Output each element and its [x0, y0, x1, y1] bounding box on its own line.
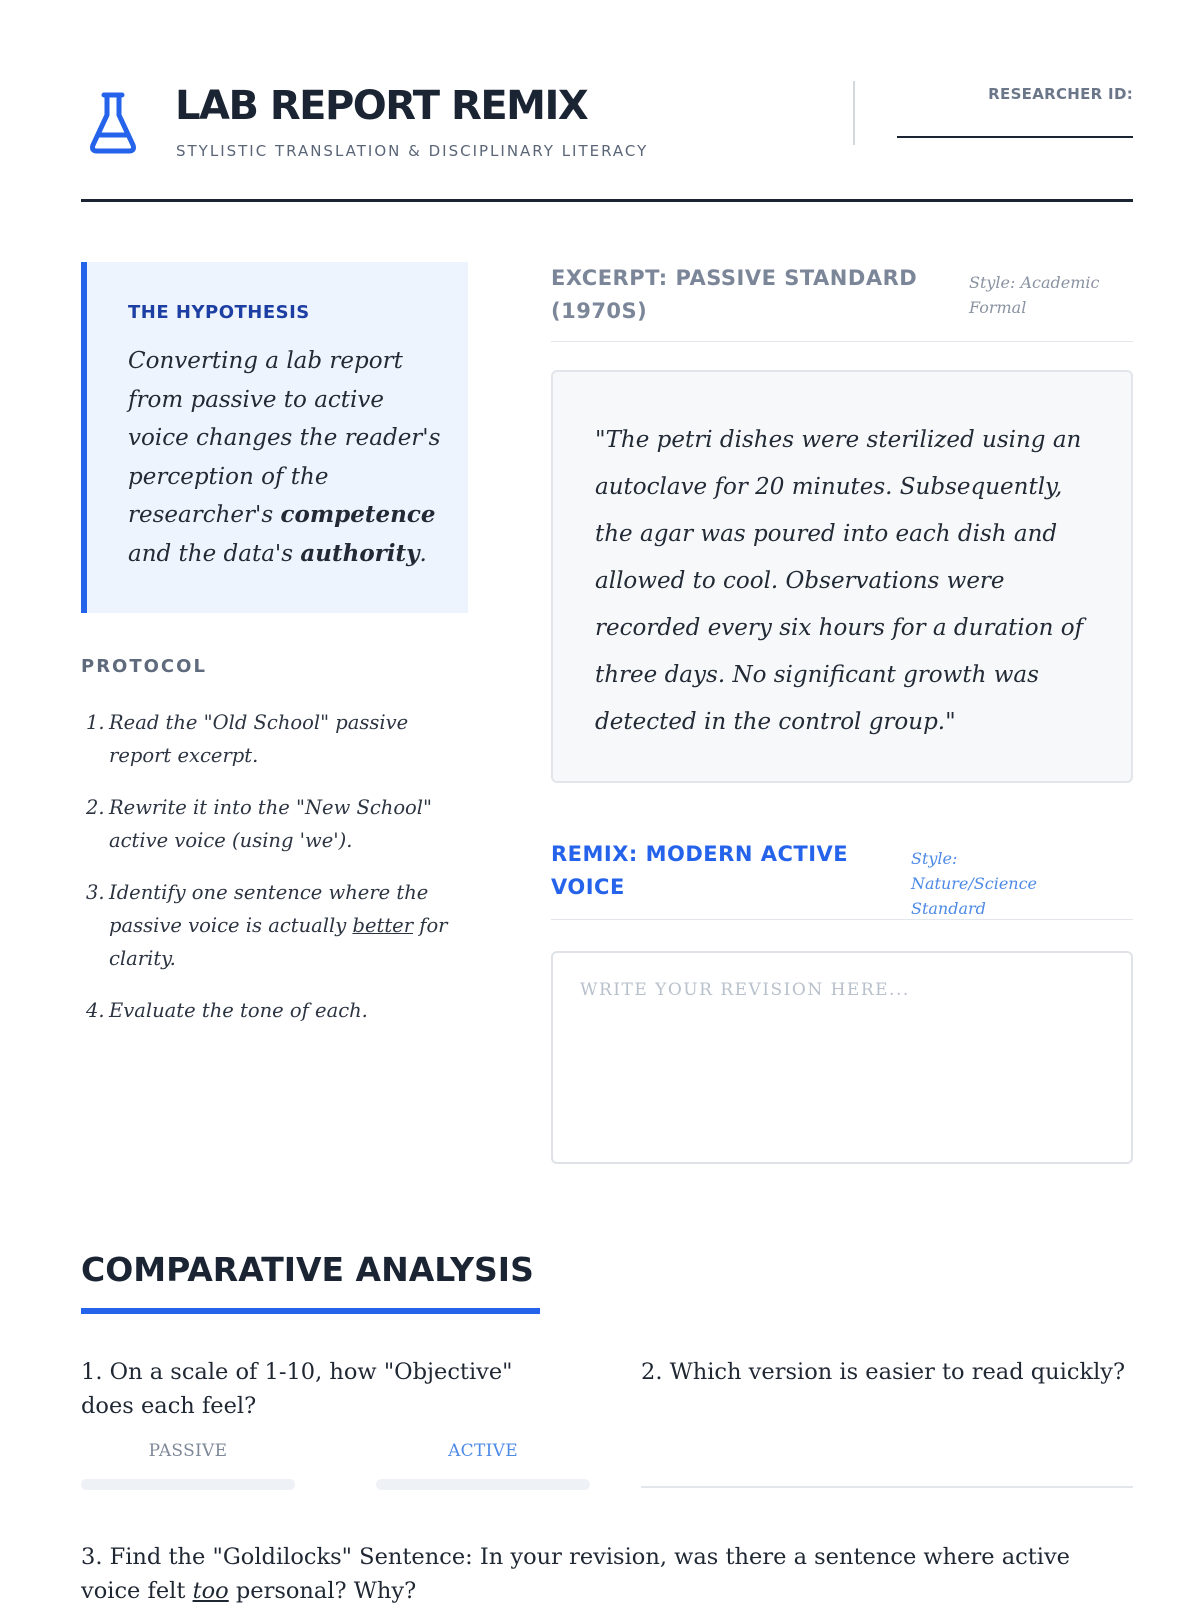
excerpt-quote-box — [551, 370, 1133, 783]
protocol-title: PROTOCOL — [81, 656, 207, 677]
active-rating-field[interactable] — [376, 1479, 590, 1490]
protocol-list — [81, 706, 471, 1046]
protocol-step: 1. Read the "Old School" passive report excerpt. — [86, 711, 409, 767]
hypothesis-emphasis-authority: authority — [300, 539, 420, 567]
excerpt-rule — [551, 341, 1133, 342]
question-goldilocks: 3. Find the "Goldilocks" Sentence: In your revision, was there a sentence where active voice felt too personal? Why? — [81, 1544, 1070, 1604]
hypothesis-text: Converting a lab report from passive to active voice changes the reader's perception of the researcher's competence and the data's authority. — [128, 348, 441, 567]
excerpt-style: Style: Academic Formal — [969, 273, 1100, 317]
excerpt-quote: "The petri dishes were sterilized using an autoclave for 20 minutes. Subsequently, the agar was poured into each dish and allowed to cool. Observations were recorded every six hours for a duration of three days. No significant growth was detected in the control group." — [595, 427, 1084, 735]
flask-icon — [87, 91, 139, 155]
analysis-rule — [81, 1308, 540, 1314]
protocol-step: 4. Evaluate the tone of each. — [86, 999, 368, 1022]
passive-rating-field[interactable] — [81, 1479, 295, 1490]
hypothesis-emphasis-competence: competence — [280, 501, 436, 528]
hypothesis-title: THE HYPOTHESIS — [128, 302, 310, 323]
researcher-id-field[interactable] — [897, 136, 1133, 138]
page-subtitle: STYLISTIC TRANSLATION & DISCIPLINARY LITERACY — [176, 142, 649, 160]
revision-box — [551, 951, 1133, 1164]
question-objectivity: 1. On a scale of 1-10, how "Objective" does each feel? — [81, 1359, 513, 1419]
hypothesis-box — [81, 262, 468, 613]
remix-style: Style: Nature/Science Standard — [911, 849, 1038, 918]
protocol-step: 3. Identify one sentence where the passive voice is actually better for clarity. — [86, 881, 448, 970]
question-readability: 2. Which version is easier to read quickly? — [641, 1359, 1126, 1385]
header — [81, 76, 1133, 206]
emphasis-too: too — [192, 1578, 229, 1604]
remix-title: REMIX: MODERN ACTIVE VOICE — [551, 842, 849, 899]
active-rating-label: ACTIVE — [448, 1441, 518, 1461]
revision-input[interactable] — [553, 953, 1131, 1162]
header-rule — [81, 199, 1133, 202]
readability-answer-line[interactable] — [641, 1486, 1133, 1488]
header-divider — [853, 81, 855, 145]
excerpt-title: EXCERPT: PASSIVE STANDARD (1970S) — [551, 266, 918, 323]
protocol-step: 2. Rewrite it into the "New School" active voice (using 'we'). — [86, 796, 433, 852]
remix-rule — [551, 919, 1133, 920]
researcher-id-label: RESEARCHER ID: — [988, 85, 1133, 103]
worksheet-page — [81, 0, 1133, 1604]
analysis-title: COMPARATIVE ANALYSIS — [81, 1250, 534, 1289]
passive-rating-label: PASSIVE — [148, 1441, 228, 1461]
page-title: LAB REPORT REMIX — [175, 83, 588, 129]
